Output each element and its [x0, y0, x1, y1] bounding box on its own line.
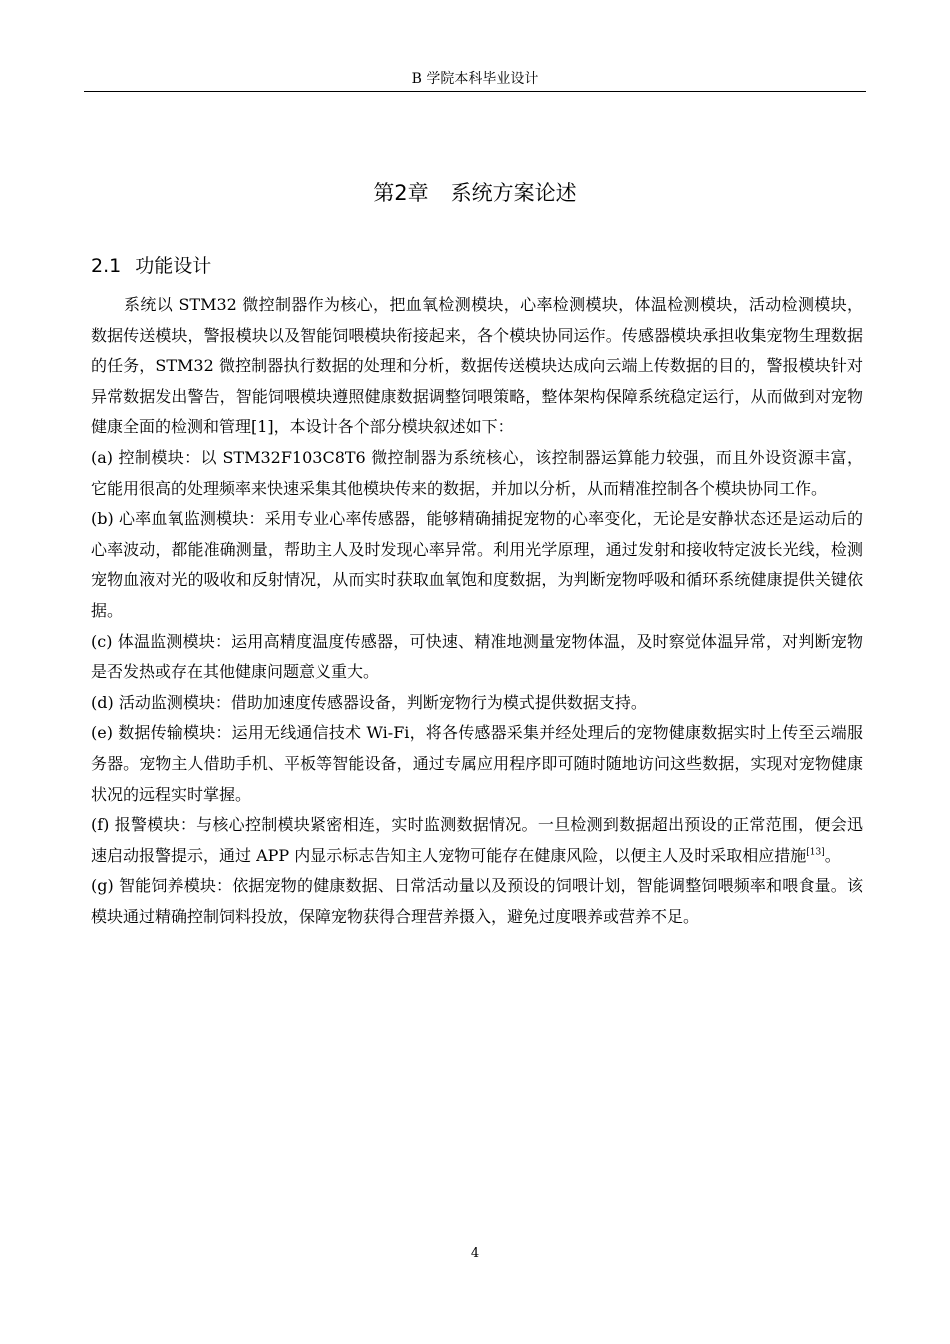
header-divider	[84, 91, 866, 92]
item-alarm-module	[91, 810, 863, 871]
item-activity-module: (d) 活动监测模块：借助加速度传感器设备，判断宠物行为模式提供数据支持。	[91, 692, 647, 712]
page-number: 4	[470, 1246, 480, 1261]
item-temperature-module: (c) 体温监测模块：运用高精度温度传感器，可快速、精准地测量宠物体温，及时察觉体温异常，对判断宠物是否发热或存在其他健康问题意义重大。	[91, 631, 863, 682]
section-title: 功能设计	[135, 255, 212, 277]
citation: [13]	[806, 847, 825, 858]
item-heart-rate-spo2-module: (b) 心率血氧监测模块：采用专业心率传感器，能够精确捕捉宠物的心率变化，无论是安静状态还是运动后的心率波动，都能准确测量，帮助主人及时发现心率异常。利用光学原理，通过发射和接收特定波长光线，检测宠物血液对光的吸收和反射情况，从而实时获取血氧饱和度数据，为判断宠物呼吸和循环系统健康提供关键依据。	[91, 509, 863, 620]
page-header: B 学院本科毕业设计	[411, 71, 539, 87]
section-heading	[91, 252, 211, 280]
intro-paragraph: 系统以 STM32 微控制器作为核心，把血氧检测模块，心率检测模块，体温检测模块，活动检测模块，数据传送模块，警报模块以及智能饲喂模块衔接起来，各个模块协同运作。传感器模块承担收集宠物生理数据的任务，STM32 微控制器执行数据的处理和分析，数据传送模块达成向云端上传数据的目的，警报模块针对异常数据发出警告，智能饲喂模块遵照健康数据调整饲喂策略，整体架构保障系统稳定运行，从而做到对宠物健康全面的检测和管理[1]，本设计各个部分模块叙述如下：	[91, 295, 863, 437]
chapter-title: 系统方案论述	[450, 181, 577, 205]
item-control-module: (a) 控制模块：以 STM32F103C8T6 微控制器为系统核心，该控制器运算能力较强，而且外设资源丰富，它能用很高的处理频率来快速采集其他模块传来的数据，并加以分析，从而精准控制各个模块协同工作。	[91, 447, 863, 498]
chapter-heading	[84, 178, 866, 208]
chapter-number: 第2章	[373, 181, 429, 205]
item-smart-feeding-module: (g) 智能饲养模块：依据宠物的健康数据、日常活动量以及预设的饲喂计划，智能调整饲喂频率和喂食量。该模块通过精确控制饲料投放，保障宠物获得合理营养摄入，避免过度喂养或营养不足。	[91, 876, 863, 926]
alarm-module-tail: 。	[824, 845, 841, 865]
body-text	[91, 290, 863, 932]
section-number: 2.1	[91, 255, 122, 277]
item-data-transmission-module: (e) 数据传输模块：运用无线通信技术 Wi-Fi，将各传感器采集并经处理后的宠物健康数据实时上传至云端服务器。宠物主人借助手机、平板等智能设备，通过专属应用程序即可随时随地访问这些数据，实现对宠物健康状况的远程实时掌握。	[91, 723, 863, 804]
alarm-module-text: (f) 报警模块：与核心控制模块紧密相连，实时监测数据情况。一旦检测到数据超出预设的正常范围，便会迅速启动报警提示，通过 APP 内显示标志告知主人宠物可能存在健康风险，以便主人及时采取相应措施	[91, 815, 863, 865]
